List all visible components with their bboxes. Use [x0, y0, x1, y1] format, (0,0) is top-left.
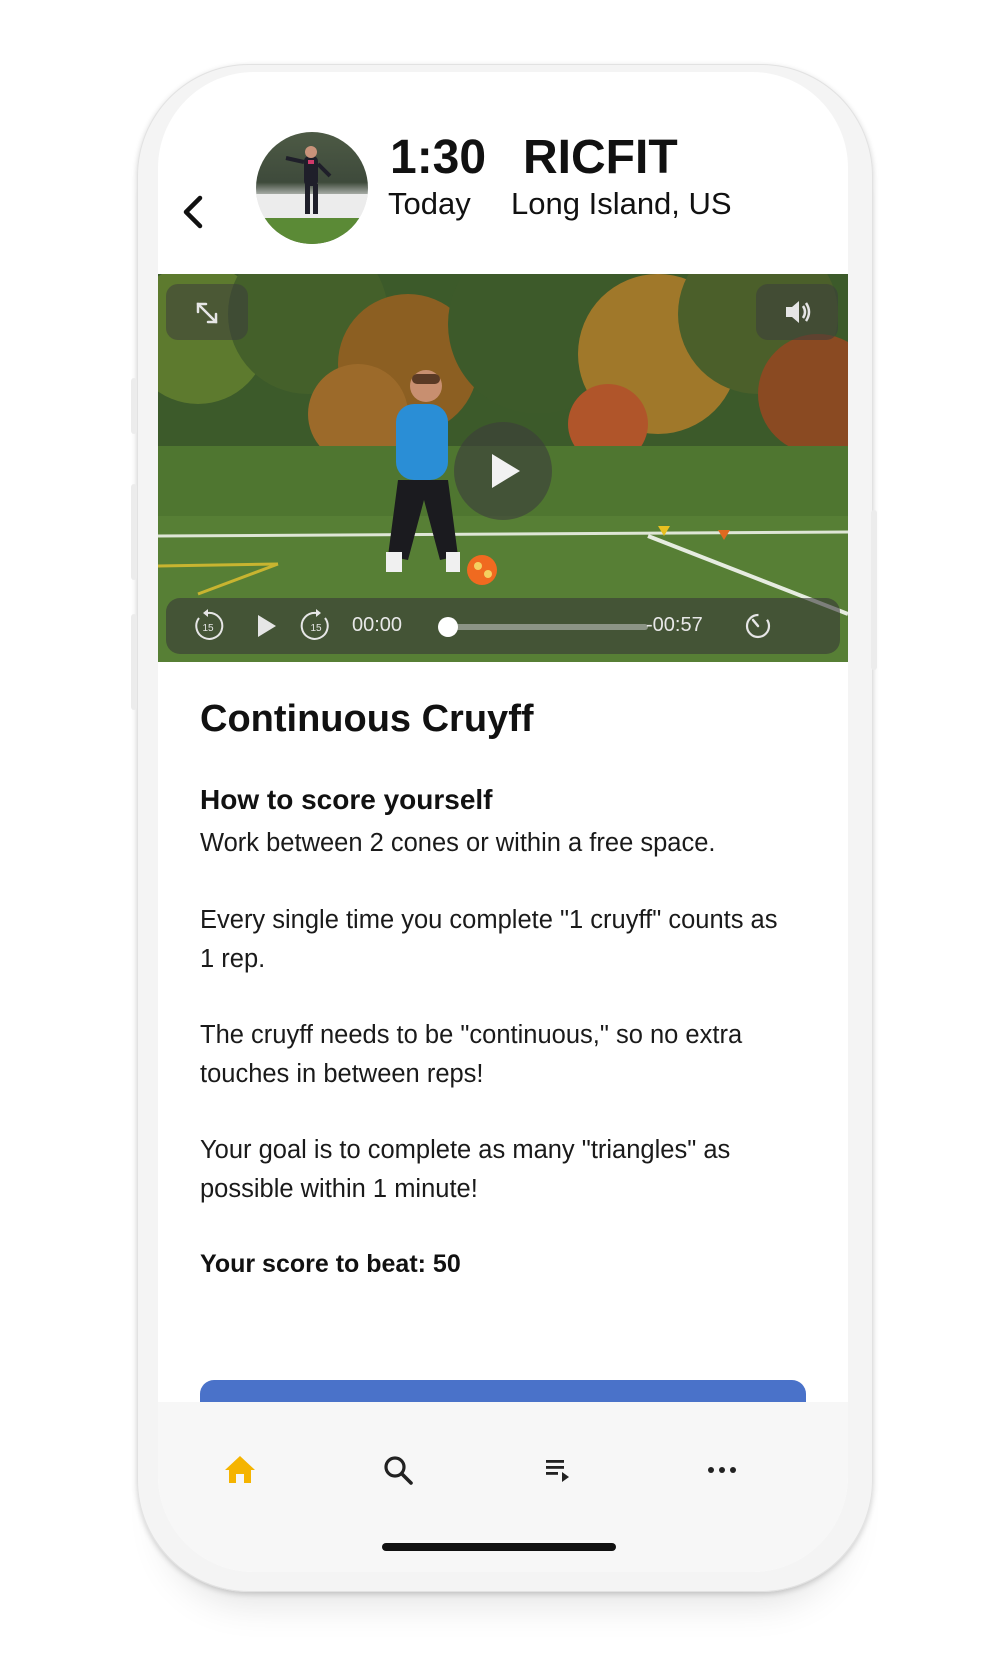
playback-speed-button[interactable]: [740, 608, 776, 644]
side-button-volume-down: [131, 614, 137, 710]
instruction-paragraph: The cruyff needs to be "continuous," so no extra touches in between reps!: [200, 1021, 743, 1088]
skip-forward-button[interactable]: [298, 608, 334, 644]
drill-title: Continuous Cruyff: [200, 698, 534, 740]
svg-text:15: 15: [310, 623, 322, 634]
video-controls: [166, 598, 840, 654]
volume-button[interactable]: [756, 284, 838, 340]
play-icon: [454, 422, 552, 520]
fullscreen-button[interactable]: [166, 284, 248, 340]
remaining-time: -00:57: [646, 614, 703, 636]
play-overlay-button[interactable]: [454, 422, 552, 520]
tab-playlist[interactable]: [538, 1450, 578, 1490]
seek-thumb[interactable]: [438, 617, 458, 637]
playback-speed-icon: [740, 608, 776, 644]
session-time: 1:30: [390, 131, 487, 184]
more-icon: [702, 1450, 742, 1490]
chevron-left-icon: [178, 190, 208, 234]
speaker-icon: [756, 284, 838, 340]
home-indicator[interactable]: [382, 1543, 616, 1551]
trainer-avatar: [256, 132, 368, 244]
side-button-power: [871, 510, 877, 670]
instruction-paragraph: Your goal is to complete as many "triangles" as possible within 1 minute!: [200, 1136, 731, 1203]
side-button-volume-up: [131, 484, 137, 580]
back-button[interactable]: [178, 190, 208, 234]
score-to-beat: Your score to beat: 50: [200, 1250, 461, 1278]
video-player[interactable]: [158, 274, 848, 662]
play-small-icon: [250, 610, 282, 642]
app-screen: [158, 72, 848, 1572]
tab-home[interactable]: [220, 1450, 260, 1490]
tab-more[interactable]: [702, 1450, 742, 1490]
side-button-mute: [131, 378, 137, 434]
seek-track[interactable]: [448, 624, 648, 630]
play-button[interactable]: [250, 610, 282, 642]
session-date: Today: [388, 186, 471, 221]
location-label: Long Island, US: [511, 186, 732, 221]
current-time: 00:00: [352, 614, 403, 636]
playlist-icon: [538, 1450, 578, 1490]
instruction-paragraph: Work between 2 cones or within a free space.: [200, 829, 716, 857]
skip-forward-15-icon: [298, 608, 334, 644]
instruction-paragraph: Every single time you complete "1 cruyff" counts as 1 rep.: [200, 906, 778, 973]
search-icon: [378, 1450, 418, 1490]
tab-search[interactable]: [378, 1450, 418, 1490]
home-icon: [220, 1450, 260, 1490]
brand-name: RICFIT: [523, 131, 678, 184]
skip-back-15-icon: [190, 608, 226, 644]
skip-back-button[interactable]: [190, 608, 226, 644]
svg-text:15: 15: [202, 623, 214, 634]
scoring-heading: How to score yourself: [200, 784, 493, 815]
expand-icon: [166, 284, 248, 340]
